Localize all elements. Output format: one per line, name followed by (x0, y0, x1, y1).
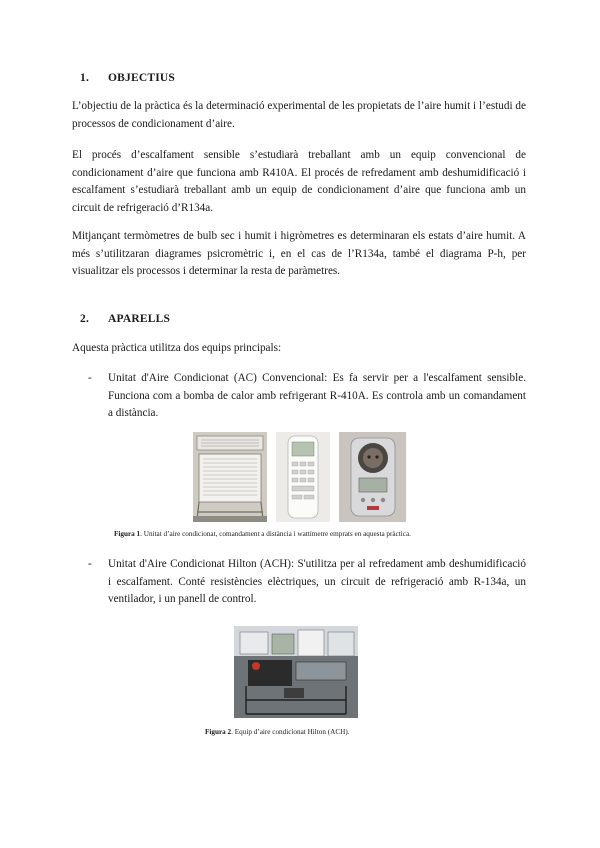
section-number: 2. (80, 313, 90, 325)
paragraph: L’objectiu de la pràctica és la determinació experimental de les propietats de l’aire humit i l’estudi de processos de condicionament d’aire. (72, 100, 526, 130)
figure-1-caption (114, 530, 411, 538)
wattmeter-photo (339, 432, 406, 522)
remote-control-photo (276, 432, 330, 522)
list-dash: - (88, 558, 92, 570)
hilton-unit-photo (234, 626, 358, 718)
figure-caption-text: . Unitat d’aire condicionat, comandament a distància i wattímetre emprats en aquesta pràctica. (140, 530, 411, 538)
paragraph: Mitjançant termòmetres de bulb sec i humit i higròmetres es determinaran els estats d’aire humit. A més s’utilitzaran diagrames psicromètric i, en el cas de l’R134a, també el diagrama P-h, per visualitzar els processos i determinar la resta de paràmetres. (72, 230, 526, 277)
list-item (88, 556, 526, 609)
paragraph: El procés d’escalfament sensible s’estudiarà treballant amb un equip convencional de condicionament d’aire que funciona amb R410A. El procés de refredament amb deshumidificació i escalfament s’estudiarà treballant amb un equip de condicionament d’aire que funciona amb un circuit de refrigeració d’R134a. (72, 149, 526, 214)
section-number: 1. (80, 72, 90, 84)
list-item-text: Unitat d'Aire Condicionat Hilton (ACH): S'utilitza per al refredament amb deshumidificació i escalfament. Conté resistències elèctriques, un circuit de refrigeració amb R-134a, un ventilador, i un panell de control. (108, 558, 526, 605)
paragraph: Aquesta pràctica utilitza dos equips principals: (72, 342, 282, 354)
list-item (88, 370, 526, 423)
list-item-text: Unitat d'Aire Condicionat (AC) Convencional: Es fa servir per a l'escalfament sensible. Funciona com a bomba de calor amb refrigerant R-410A. Es controla amb un comandament a distància. (108, 372, 526, 419)
section-heading-aparells (80, 313, 170, 325)
figure-label: Figura 2 (205, 728, 232, 736)
section-heading-objectius (80, 72, 175, 84)
figure-2-caption (205, 728, 350, 736)
section-title: APARELLS (108, 313, 171, 325)
list-dash: - (88, 372, 92, 384)
air-conditioner-photo (193, 432, 267, 522)
figure-caption-text: . Equip d’aire condicionat Hilton (ACH). (231, 728, 350, 736)
section-title: OBJECTIUS (108, 72, 175, 84)
figure-label: Figura 1 (114, 530, 141, 538)
